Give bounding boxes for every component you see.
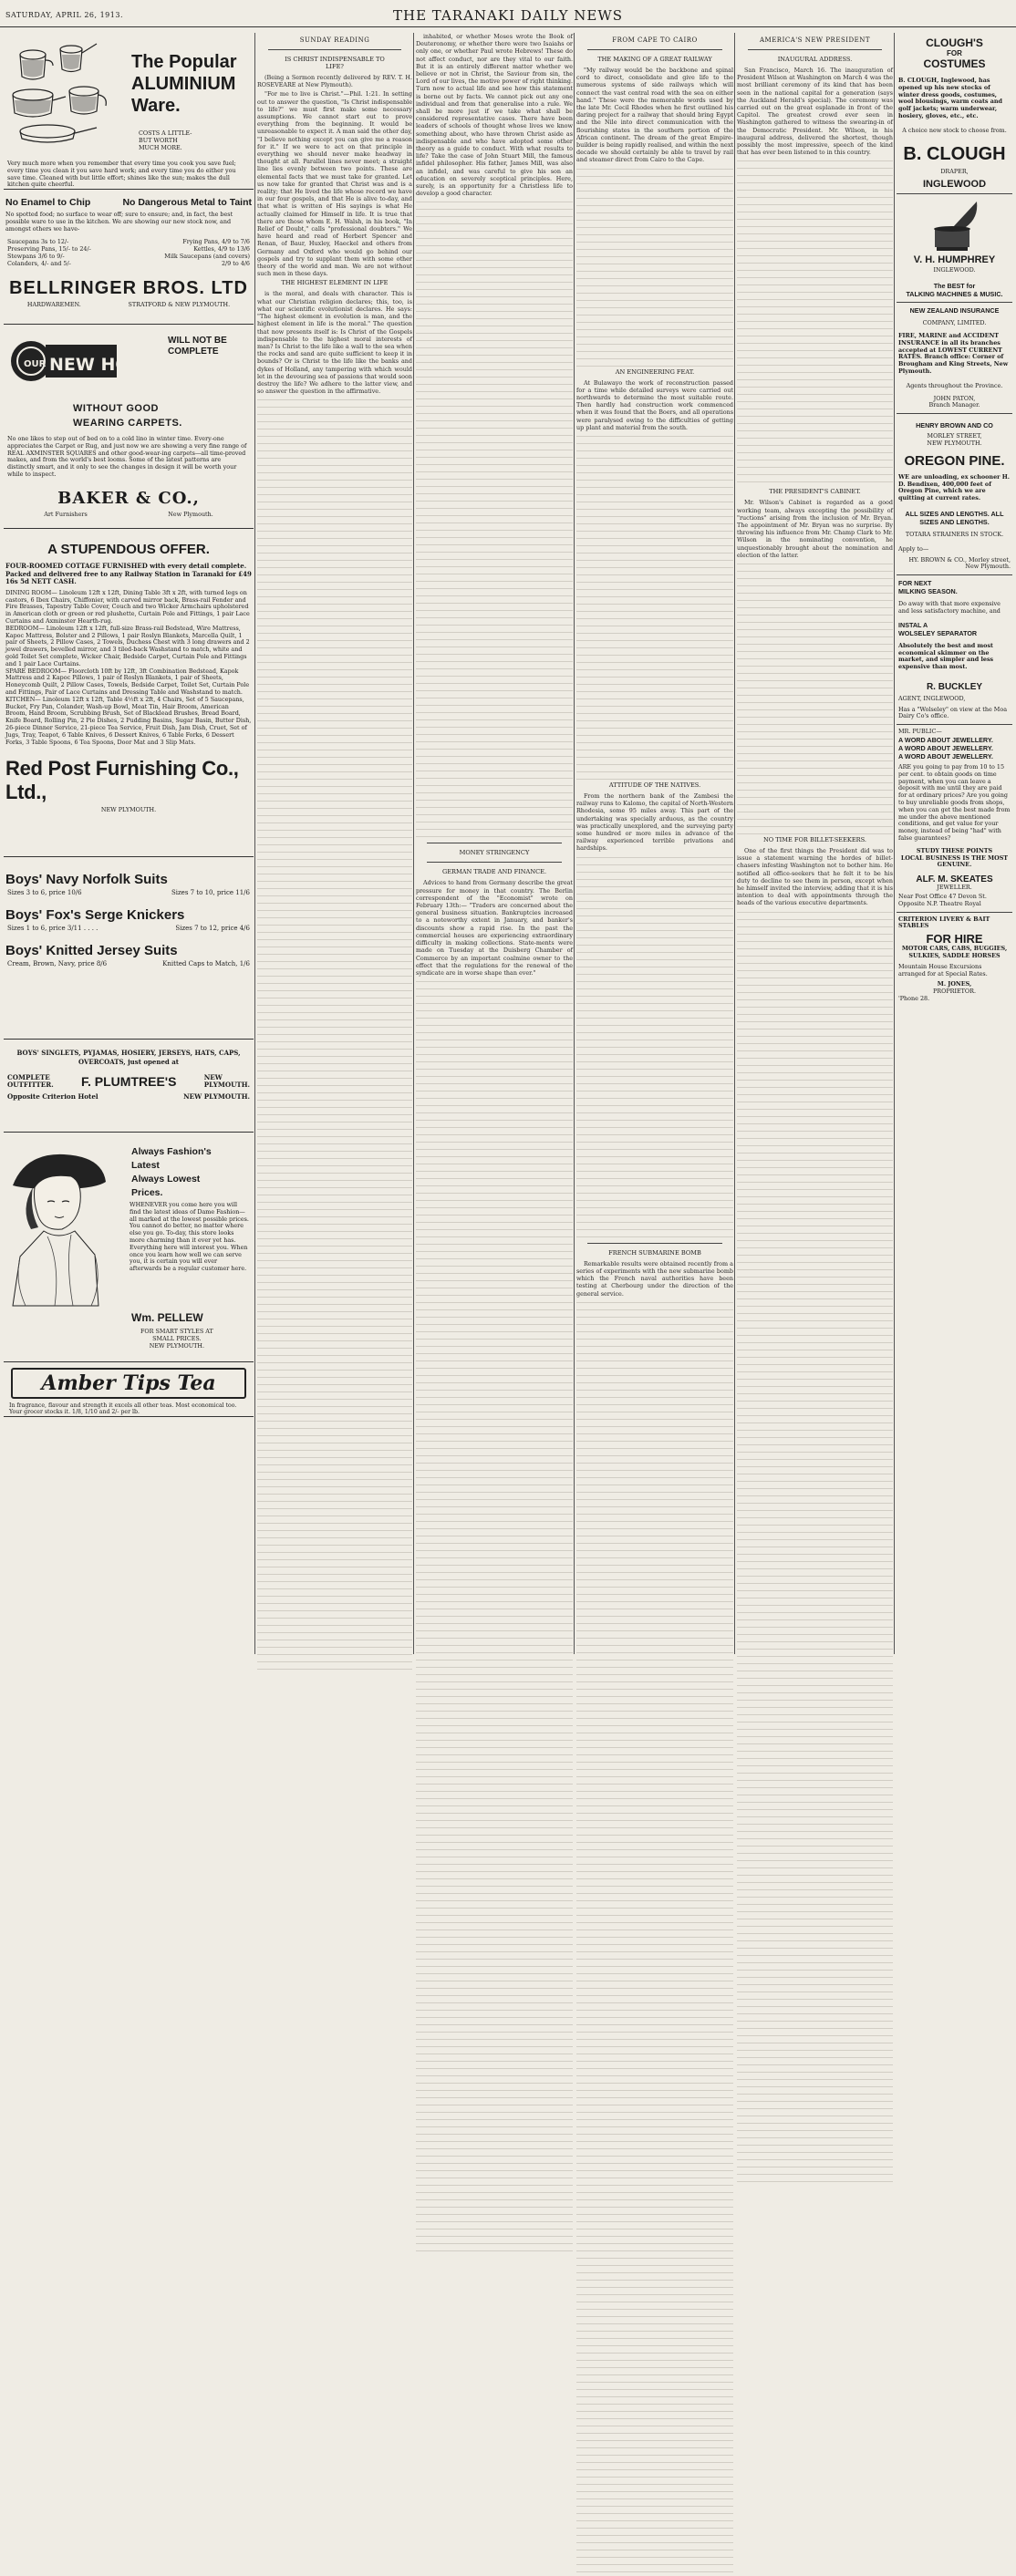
bellringer-firm-name: BELLRINGER BROS. LTD [9,278,248,299]
article-column-4 [576,33,733,1654]
boys-clothing-ad [4,857,254,1040]
article-text-continuation [257,397,412,1673]
article-subhead: AN ENGINEERING FEAT. [615,367,695,376]
henry-brown-ad: HENRY BROWN AND CO MORLEY STREET, NEW PLYMOUTH. OREGON PINE. WE are unloading, ex schooner H. D. Bendixen, 400,000 feet of Oregon Pine, which we are quitting at current rates. ALL SIZES AND LENGTHS. ALL SIZES AND LENGTHS. TOTARA STRAINERS IN STOCK. Apply to— HY. BROWN & CO., Morley street, New Plymouth. [897,414,1012,575]
column-rule [734,33,735,1654]
newhome-body: No one likes to step out of bed on to a cold lino in winter time. Every-one appreciates the Carpet or Rug, and just now we are showing a very fine range of REAL AXMINSTER SQUARES and other good-wear-ing carpets—all time-proved makes, and from the world's best looms. Some of the latest patterns are distinctly smart, and it only to see the changes in design it will be worth your while to inspect. [7,435,247,478]
plumtree-name-row: COMPLETE OUTFITTER. F. PLUMTREE'S NEW PLYMOUTH. [7,1073,250,1089]
cookware-illustration-icon [5,36,115,146]
article-body: inhabited, or whether Moses wrote the Book of Deuteronomy, or whether there were two Isaiahs or only one, or whether Paul wrote Hebrews! These do not affect conduct, nor are they vital to our faith. But it is an entirely different matter whether we believe or not in Christ, the Saviour from sin, the Lord of our lives, the motive power of right thinking. Turn now to actual life and see how this statement is borne out by facts. We cannot pick out any one individual and from that generalise into a rule. We shall be more just if we take what shall be considered representative cases. There have been leaders of schools of thought whose lives we know something about, who have thrown Christ aside as indispensable and who have adopted some other theory as a guide to conduct. With what results to life? Take the case of John Stuart Mill, the famous infidel philosopher. His father, James Mill, was also an infidel, and was careful to give his son an education on severely sceptical principles. Here, surely, is an opportunity for a Christless life to develop a good character. [416,33,573,198]
column-rule [413,33,414,1654]
skeates-jewellery-ad: MR. PUBLIC— A WORD ABOUT JEWELLERY. A WORD ABOUT JEWELLERY. A WORD ABOUT JEWELLERY. ARE you going to pay from 10 to 15 per cent. to obtain goods on time payment, when you can leave a deposit with me until they are paid for at ordinary prices? Are you going to buy unreliable goods from shops, when you can get the best made from me under the above mentioned conditions, and get value for your money, instead of being "had" with false guarantees? STUDY THESE POINTS LOCAL BUSINESS IS THE MOST GENUINE. ALF. M. SKEATES JEWELLER. Near Post Office 47 Devon St. Opposite N.P. Theatre Royal [897,725,1012,912]
criterion-stables-ad: CRITERION LIVERY & BAIT STABLES FOR HIRE MOTOR CARS, CABS, BUGGIES, SULKIES, SADDLE HORSES Mountain House Excursions arranged for at Special Rates. M. JONES, PROPRIETOR. 'Phone 28. [898,915,1008,1002]
article-title: FRENCH SUBMARINE BOMB [608,1248,701,1257]
divider [587,49,722,50]
article-title: MONEY STRINGENCY [459,849,530,857]
article-body: Mr. Wilson's Cabinet is regarded as a good working team, always excepting the possibility of "ructions" arising from the inclusion of Mr. Bryan. The appointment of Mr. Bryan was no surprise. By throwing his influence from Mr. Champ Clark to Mr. Wilson in the nominating convention, he unquestionably brought about the nomination and election of the latter. [737,499,893,559]
pellew-body: WHENEVER you come here you will find the latest ideas of Dame Fashion—all marked at the lowest possible prices. You cannot do better, no matter where else you go. To-day, this store looks more charming than it ever yet has. Everything here will interest you. When once you learn how well we can serve you, it is certain you will ever afterwards be a regular customer here. [130,1201,249,1273]
pellew-firm-name: Wm. PELLEW [131,1311,203,1324]
boys-heading: Boys' Knitted Jersey Suits [5,943,178,958]
humphrey-ad: V. H. HUMPHREY INGLEWOOD. The BEST for TALKING MACHINES & MUSIC. [897,194,1012,303]
column-rule [894,33,895,1654]
gramophone-icon [926,200,980,253]
section-head: SUNDAY READING [299,36,370,44]
article-title: THE MAKING OF A GREAT RAILWAY [597,56,712,63]
red-post-location: NEW PLYMOUTH. [100,806,157,814]
article-text-continuation [576,854,733,1237]
newspaper-title: THE TARANAKI DAILY NEWS [392,7,624,24]
aluminium-costs: COSTS A LITTLE- BUT WORTH MUCH MORE. [139,129,192,151]
fashion-lady-illustration-icon [7,1145,108,1306]
divider [268,49,401,50]
plumtree-list: BOYS' SINGLETS, PYJAMAS, HOSIERY, JERSEYS, HATS, CAPS, OVERCOATS, just opened at [16,1049,241,1066]
red-post-furnishing-ad [4,542,254,857]
plumtree-address: Opposite Criterion Hotel NEW PLYMOUTH. [7,1092,250,1101]
article-body: is the moral, and deals with character. This is what our Christian religion declares; this, too, is what our scientific evolutionist declares. He says: "The highest element in evolution is man, and the highest element in life is the moral." The question that now presents itself is: Is Christ of the Gospels indispensable to the highest moral interests of man? Is Christ to the life like a wall to the sea when the rocks and sand are quite sufficient to keep it in bounds? Or is Christ to the life like the banks and dykes of Holland, any tampering with which would let in the devouring sea of passions that would soon destroy the life? We adhere to the latter view, and so answer the question in the affirmative. [257,290,412,396]
article-subhead: THE PRESIDENT'S CABINET. [769,488,861,496]
article-subhead: NO TIME FOR BILLET-SEEKERS. [763,836,866,844]
bellringer-headings: No Enamel to Chip No Dangerous Metal to Taint [5,197,252,208]
masthead [0,0,1016,27]
amber-tips-logo: Amber Tips Tea [11,1368,246,1399]
article-body: At Bulawayo the work of reconstruction passed for a time while detailed surveys were carried out northwards to determine the most suitable route. Then hardly had construction work commenced when it was found that the Boers, and all operations were paralysed owing to the difficulties of getting up plant and material from the south. [576,378,733,431]
article-subhead: GERMAN TRADE AND FINANCE. [441,868,547,876]
divider [748,49,882,50]
amber-tips-sub: In fragrance, flavour and strength it excels all other teas. Most economical too. Your grocer stocks it. 1/8, 1/10 and 2/- per lb. [9,1402,237,1416]
aluminium-body: Very much more when you remember that every time you cook you save fuel; every time you clean it you save hard work; and every time you do either you save time. Cleaned with but little effort; shines like the sun; makes the dull kitchen quite cheerful. [7,160,236,189]
article-text-continuation [576,433,733,780]
newhome-tagline: WILL NOT BE COMPLETE [168,336,227,357]
article-text-continuation [416,199,573,837]
article-title: IS CHRIST INDISPENSABLE TO LIFE? [285,56,385,70]
newhome-wearing-carpets: WITHOUT GOOD WEARING CARPETS. [73,403,182,429]
article-column-3 [416,33,573,1654]
aluminium-headline: The Popular ALUMINIUM Ware. [131,52,237,116]
article-text-continuation [416,978,573,2255]
article-text-continuation [737,158,893,486]
divider [427,862,562,863]
plumtree-firm-name: F. PLUMTREE'S [81,1074,177,1089]
plumtree-ad [4,1040,254,1133]
divider [587,1243,722,1244]
article-body: One of the first things the President did was to issue a statement warning the hordes of billet-chasers infesting Washington not to bother him. He notified all office-seekers that he felt it to be his duty to decline to see them in person, except when he himself invited the interview, adding that it is his intention to deal with appointments through the heads of the various executive departments. [737,847,893,907]
article-column-5 [737,33,893,1654]
aluminium-ware-ad [4,33,254,190]
bellringer-price-list: Saucepans 3s to 12/- Preserving Pans, 15/- to 24/- Stewpans 3/6 to 9/- Colanders, 4/- and 5/- Frying Pans, 4/9 to 7/6 Kettles, 4/9 to 13/6 Milk Saucepans (and covers) 2/9 to 4/6 [7,238,250,268]
red-post-firm-name: Red Post Furnishing Co., Ltd., [5,757,239,804]
offer-intro: FOUR-ROOMED COTTAGE FURNISHED with every detail complete. Packed and delivered free to any Railway Station in Taranaki for £49 16s 5d NETT CASH. [5,562,252,586]
article-text-continuation [576,1299,733,2576]
bellringer-firm-sub: HARDWAREMEN. STRATFORD & NEW PLYMOUTH. [26,301,231,309]
article-text-continuation [737,909,893,2186]
new-home-logo-icon [9,332,160,390]
bellringer-body: No spotted food; no surface to wear off; sure to ensure; and, in fact, the best possible ware to use in the kitchen. We are showing our new stock now, and amongst others we have- [5,211,233,233]
ads-column-left [4,33,254,1654]
bellringer-ad [4,190,254,325]
boys-sizes: Cream, Brown, Navy, price 8/6 Knitted Caps to Match, 1/6 [7,960,250,967]
article-body: (Being a Sermon recently delivered by REV. T. H. ROSEVEARE at New Plymouth). "For me to live is Christ."—Phil. 1:21. In setting out to answer the question, "Is Christ indispensable to life?" we must first make some necessary assumptions. We cannot start out to prove everything from the beginning. It would be unreasonable to expect it. A man said the other day, "I believe nothing except you can give me a reason for it." If we were to act on that principle in everything we should never make headway in thought at all. Parallel lines never meet; a straight line lies evenly between two points. These are elemental facts that we must take for granted. Let us now take for granted that Christ was and is a reality; that He lived the life whose record we have in our four gospels, and that He is alive to-day, and that what is written of His sayings is what He actually claimed for Himself in life. It is true that there are those whom E. H. Walsh, in his book, "In Relief of Doubt," calls "professional doubters." We have heard and read of Herbert Spencer and Renan, of Baur, Huxley, Haeckel and others from Germany and Oxford who would go behind our gospels and try to supplant them with some other theory of the world and man. We are not without such men in these days. [257,74,412,278]
column-rule [574,33,575,1654]
baker-firm-sub: Art Furnishers New Plymouth. [44,511,213,518]
article-text-continuation [576,166,733,367]
article-text-continuation [737,561,893,834]
pellew-ad [4,1133,254,1362]
baker-firm-name: BAKER & CO., [57,489,200,508]
clough-costumes-ad: CLOUGH'S FOR COSTUMES B. CLOUGH, Inglewood, has opened up his new stocks of winter dress goods, costumes, wool blousings, warm coats and golf jackets; warm underwear, hosiery, gloves, etc., etc. A choice new stock to choose from. B. CLOUGH DRAPER, INGLEWOOD [897,33,1012,194]
boys-sizes: Sizes 1 to 6, price 3/11 . . . . Sizes 7 to 12, price 4/6 [7,925,250,932]
nz-insurance-ad: NEW ZEALAND INSURANCE COMPANY, LIMITED. FIRE, MARINE and ACCIDENT INSURANCE in all its branches accepted at LOWEST CURRENT RATES. Branch office: Corner of Brougham and King Streets, New Plymouth. Agents throughout the Province. JOHN PATON, Branch Manager. [897,303,1012,414]
article-body: San Francisco, March 16. The inauguration of President Wilson at Washington on March 4 was the most brilliant ceremony of its kind that has been seen in the national capital for a generation (says the Auckland Herald's special). The ceremony was carried out on the great esplanade in front of the Capitol. The greatest crowd ever seen in Washington gathered to witness the swearing-in of the Democratic President. Mr. Wilson, in his inaugural address, delivered the shortest, though possibly the most impressive, speech of the kind that has ever been listened to in this country. [737,67,893,157]
section-head: FROM CAPE TO CAIRO [612,36,698,44]
article-title: INAUGURAL ADDRESS. [777,56,853,63]
ads-column-right [897,33,1012,1654]
amber-tips-tea-ad [4,1362,254,1417]
offer-details: DINING ROOM— Linoleum 12ft x 12ft, Dining Table 3ft x 2ft, with turned legs on castors, 6 Ibex Chairs, Chiffonier, with carved mirror back, Brass-rail Fender and Fire Brasses, Tapestry Table Cover, Couch and two Wicker Armchairs upholstered in American cloth or green or red plushette, Curtain Pole and Fittings, 1 pair Lace Curtains and Axminster Hearth-rug. BEDROOM— Linoleum 12ft x 12ft, full-size Brass-rail Bedstead, Wire Mattress, Kapoc Mattress, Bolster and 2 Pillows, 1 pair Roslyn Blankets, Marcella Quilt, 1 pair of Sheets, 2 Pillow Cases, 2 Towels, Duchess Chest with 3 long drawers and 2 jewel drawers, bevelled mirror, and 3 tiled-back Washstand to match, white and gold Toilet Set complete, Wicker Chair, Bedside Carpet, Curtain Pole and Fittings and 1 pair Lace Curtains. SPARE BEDROOM— Floorcloth 10ft by 12ft, 3ft Combination Bedstead, Kapok Mattress and 2 Kapoc Pillows, 1 pair of Roslyn Blankets, 1 pair of Sheets, Honeycomb Quilt, 2 Pillow Cases, Towels, Bedside Carpet, Toilet Set, Curtain Pole and Fittings, Pair of Lace Curtains and Dressing Table and Washstand to match. KITCHEN— Linoleum 12ft x 12ft, Table 4½ft x 2ft, 4 Chairs, Set of 5 Saucepans, Bucket, Fry Pan, Colander, Wash-up Bowl, Meat Tin, Hair Broom, American Broom, Hand Broom, Scrubbing Brush, Set of Blacklead Brushes, Bread Board, Knife Board, Rolling Pin, 2 Pie Dishes, 2 Pudding Basins, Sugar Basin, Butter Dish, 26-piece Dinner Service, 21-piece Tea Service, Fruit Dish, Jam Dish, Cruet, Set of Jugs, Tray, Teapot, 6 Table Knives, 6 Dessert Knives, 6 Table Forks, 6 Dessert Forks, 3 Table Spoons, 6 Tea Spoons, Door Mat and 3 Slip Mats. [5,588,252,746]
section-head: AMERICA'S NEW PRESIDENT [759,36,871,44]
article-body: Remarkable results were obtained recently from a series of experiments with the new submarine bomb which the French naval authorities have been testing at Cherbourg under the direction of the general service. [576,1259,733,1298]
article-subhead: THE HIGHEST ELEMENT IN LIFE [281,279,389,287]
svg-text:OUR: OUR [24,359,47,369]
boys-sizes: Sizes 3 to 6, price 10/6 Sizes 7 to 10, price 11/6 [7,889,250,896]
article-body: From the northern bank of the Zambesi the railway runs to Kalomo, the capital of North-Western Rhodesia, some 95 miles away. This part of the undertaking was specially arduous, as the country was practically unexplored, and the surveying party some hundred or more miles in advance of the railway experienced terrible privations and hardships. [576,792,733,853]
wolseley-separator-ad: FOR NEXT MILKING SEASON. Do away with that more expensive and less satisfactory machine, and INSTAL A WOLSELEY SEPARATOR Absolutely the best and most economical skimmer on the market, and simpler and less expensive than most. R. BUCKLEY AGENT, INGLEWOOD, Has a "Wolseley" on view at the Moa Dairy Co's office. [897,575,1012,725]
sunday-reading-column [257,33,412,1654]
pellew-sub: FOR SMART STYLES AT SMALL PRICES. NEW PLYMOUTH. [140,1328,213,1350]
column-rule [254,33,255,1654]
pellew-headline: Always Fashion's Latest Always Lowest Prices. [131,1146,212,1198]
svg-text:NEW HOME: NEW HOME [49,355,160,375]
boys-heading: Boys' Fox's Serge Knickers [5,907,185,923]
article-subhead: ATTITUDE OF THE NATIVES. [608,781,701,790]
boys-heading: Boys' Navy Norfolk Suits [5,872,168,887]
article-body: Advices to hand from Germany describe the great pressure for money in that country. The Berlin correspondent of the "Economist" wrote on February 13th:— "Traders are concerned about the general business situation. Bankruptcies increased to a noteworthy extent in January, and banker's discounts show a rapid rise. In the past the commercial houses are experiencing extraordinary difficulty in making collections. State-ments were made on Tuesday at the Duisberg Chamber of Commerce by an important coalmine owner to the effect that the regulations for the renewal of the syndicate are in worse shape than ever." [416,879,573,977]
article-body: "My railway would be the backbone and spinal cord to direct, consolidate and give life to the numerous systems of side railways which will connect the vast central road with the sea on either hand." These were the memorable words used by the late Mr. Cecil Rhodes when he first outlined his daring project for a railway that should bring Egypt and the Nile into direct communication with the flourishing states in the southern portion of the African continent. The dream of the great Empire-builder is being rapidly realised, and within the next decade we should certainly be able to travel by rail and steamer direct from Cairo to the Cape. [576,67,733,164]
issue-date: SATURDAY, APRIL 26, 1913. [5,11,123,19]
offer-title: A STUPENDOUS OFFER. [47,542,210,557]
baker-carpets-ad [4,325,254,529]
